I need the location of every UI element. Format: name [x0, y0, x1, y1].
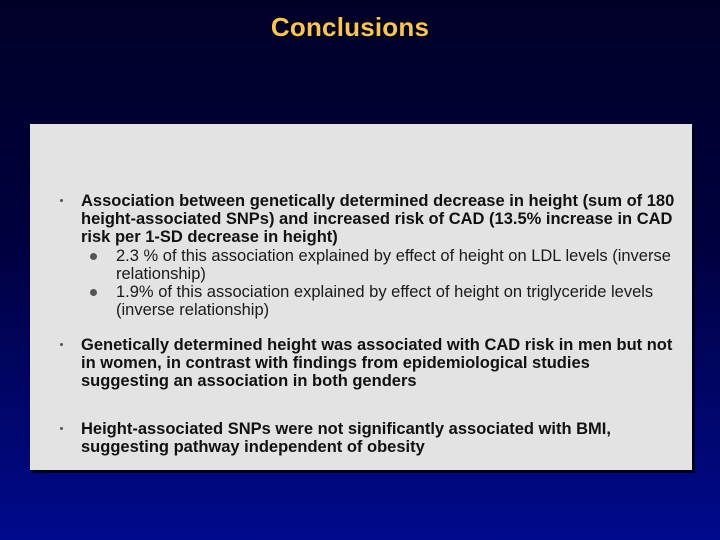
sub-bullet-item-ldl [81, 247, 681, 283]
sub-bullet-dot-icon [90, 253, 97, 260]
sub-bullet-item-triglyceride [81, 283, 681, 319]
content-panel [30, 124, 692, 470]
slide-title: Conclusions [270, 12, 430, 42]
bullet-dot-icon [60, 427, 63, 430]
bullet-text: Association between genetically determined decrease in height (sum of 180 height-associated SNPs) and increased risk of CAD (13.5% increase in CAD risk per 1-SD decrease in height) [81, 192, 675, 247]
sub-bullet-dot-icon [90, 289, 97, 296]
bullet-text: Genetically determined height was associated with CAD risk in men but not in women, in contrast with findings from epidemiological studies suggesting an association in both genders [81, 336, 673, 391]
sub-bullet-text: 1.9% of this association explained by effect of height on triglyceride levels (inverse relationship) [116, 283, 654, 320]
sub-bullet-list [81, 247, 681, 320]
bullet-dot-icon [60, 343, 63, 346]
bullet-dot-icon [60, 199, 63, 202]
bullet-text: Height-associated SNPs were not significantly associated with BMI, suggesting pathway independent of obesity [81, 420, 611, 457]
sub-bullet-text: 2.3 % of this association explained by effect of height on LDL levels (inverse relationship) [116, 246, 671, 283]
